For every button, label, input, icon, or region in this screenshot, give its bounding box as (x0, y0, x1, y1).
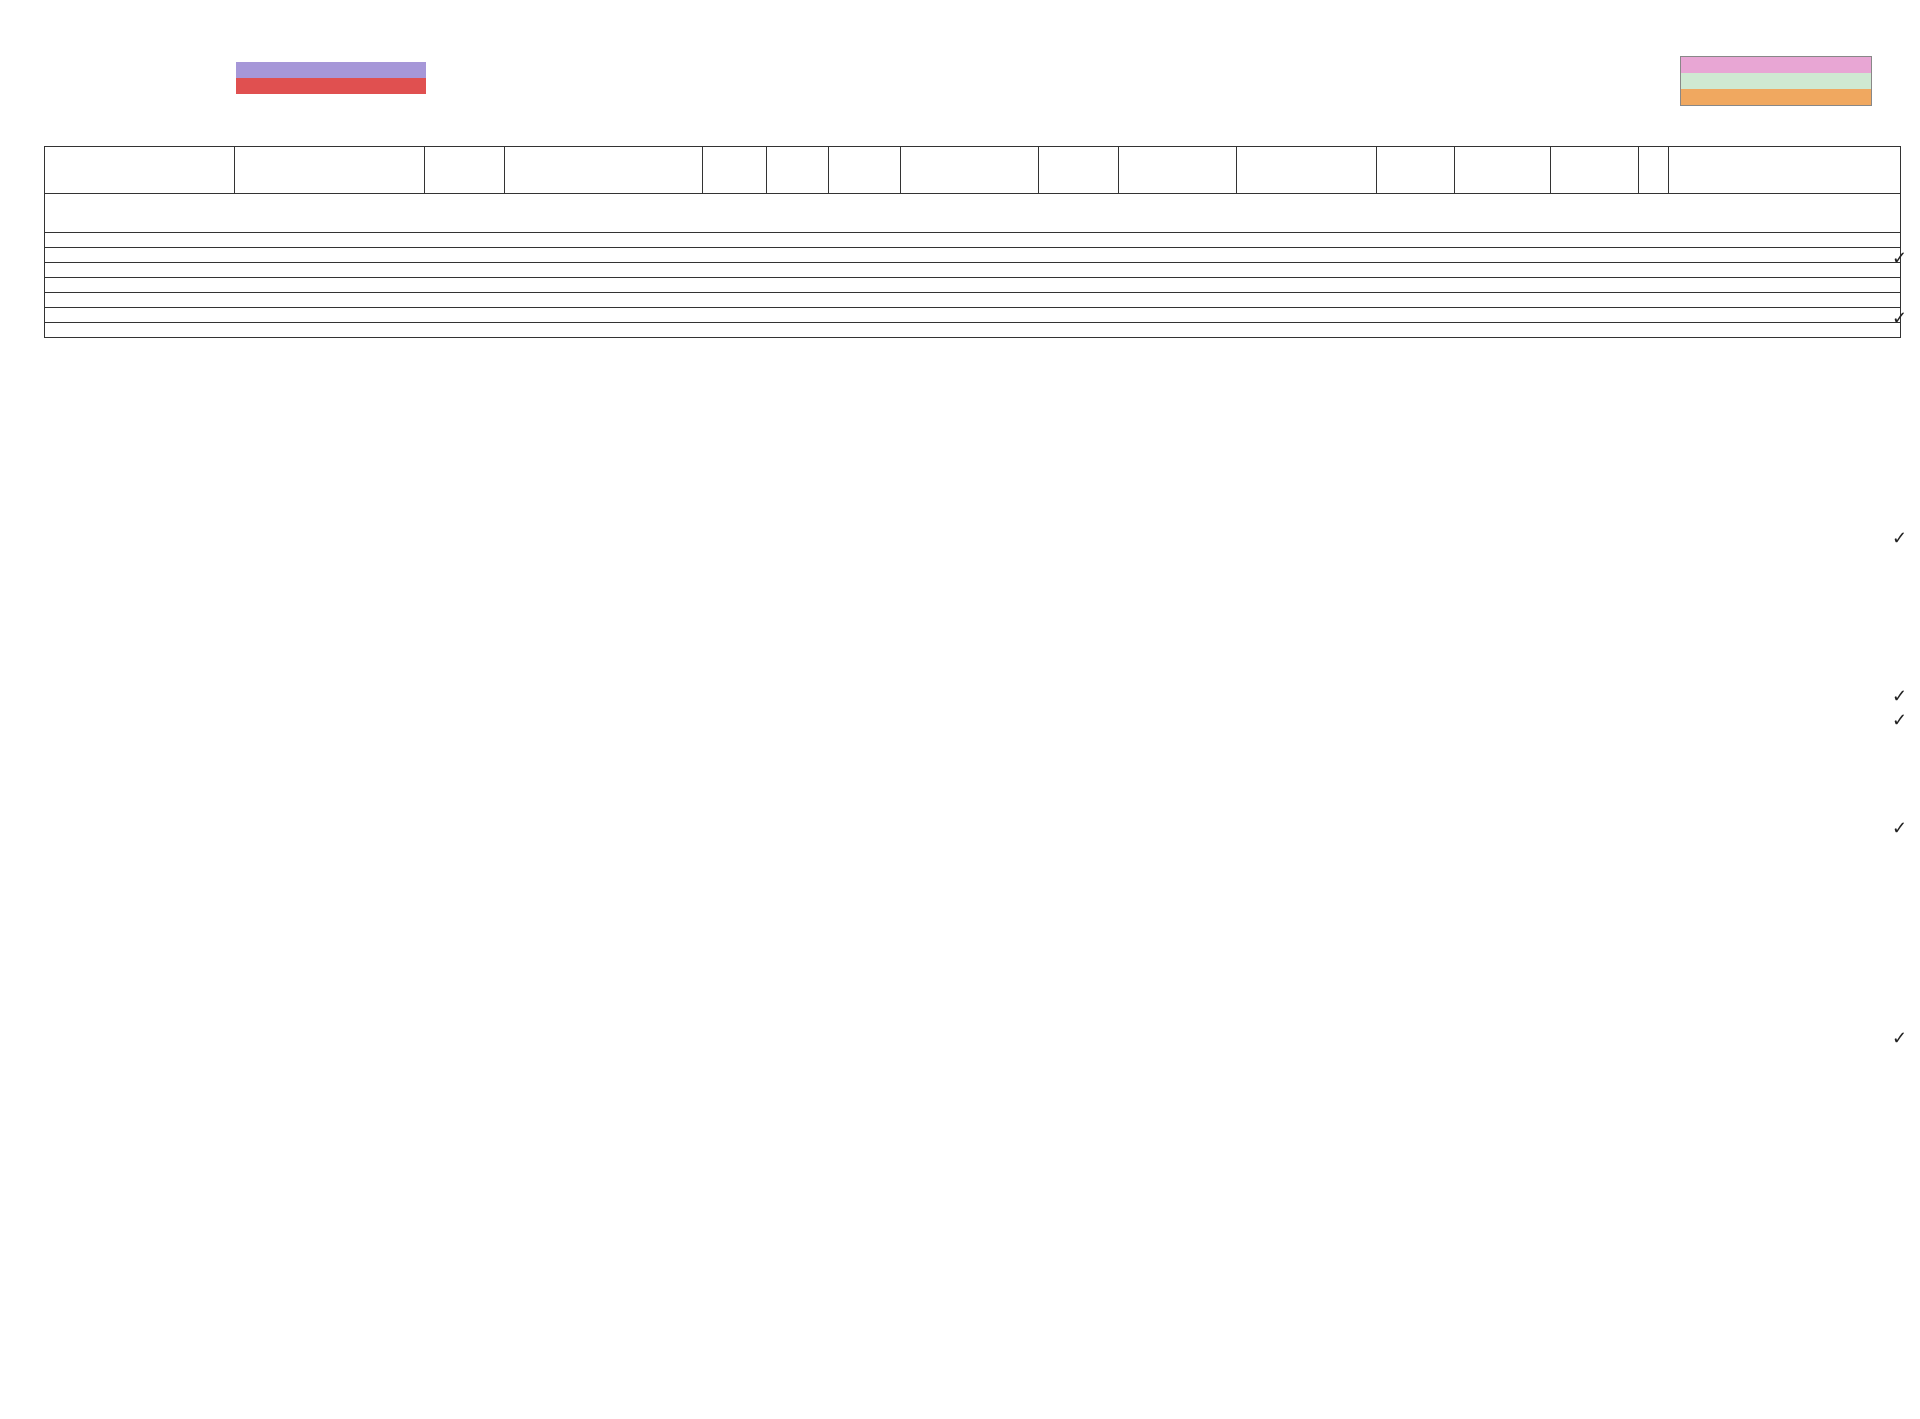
check-mark: ✓ (1892, 818, 1908, 838)
col-action-items (1669, 147, 1901, 194)
section-title (45, 194, 1901, 233)
section-header (45, 248, 1901, 263)
section-title (45, 308, 1901, 323)
check-mark: ✓ (1892, 248, 1908, 268)
col-description (235, 147, 425, 194)
section-header (45, 323, 1901, 338)
check-mark: ✓ (1892, 528, 1908, 548)
legend-i-feel-lucky (1681, 57, 1871, 73)
header-row (45, 147, 1901, 194)
section-header (45, 194, 1901, 233)
section-header (45, 278, 1901, 293)
section-header (45, 293, 1901, 308)
section-title (45, 263, 1901, 278)
section-header (45, 263, 1901, 278)
check-mark: ✓ (1892, 308, 1908, 328)
legend-left (236, 46, 426, 94)
check-mark: ✓ (1892, 1028, 1908, 1048)
section-title (45, 323, 1901, 338)
legend-fabric-adoption (1681, 89, 1871, 105)
col-finished-sample (1237, 147, 1377, 194)
legend-web-only (1681, 73, 1871, 89)
col-name (505, 147, 703, 194)
col-reference (45, 147, 235, 194)
legend-right (1680, 56, 1872, 106)
section-title (45, 233, 1901, 248)
col-yarn-modeled (1119, 147, 1237, 194)
col-specs (901, 147, 1039, 194)
check-mark: ✓ (1892, 710, 1908, 730)
col-sim-web (1377, 147, 1455, 194)
section-title (45, 248, 1901, 263)
col-beaker (1039, 147, 1119, 194)
col-production (1455, 147, 1551, 194)
worksheet-table (44, 146, 1901, 338)
section-header (45, 233, 1901, 248)
check-mark: ✓ (1892, 686, 1908, 706)
col-code (703, 147, 767, 194)
section-header (45, 308, 1901, 323)
col-tufted (829, 147, 901, 194)
legend-product-development (236, 46, 426, 62)
col-fa (1639, 147, 1669, 194)
legend-before-neocon (236, 62, 426, 78)
col-design (425, 147, 505, 194)
legend-hot-rush (236, 78, 426, 94)
section-title (45, 293, 1901, 308)
section-title (45, 278, 1901, 293)
col-color-line (1551, 147, 1639, 194)
col-yarn (767, 147, 829, 194)
